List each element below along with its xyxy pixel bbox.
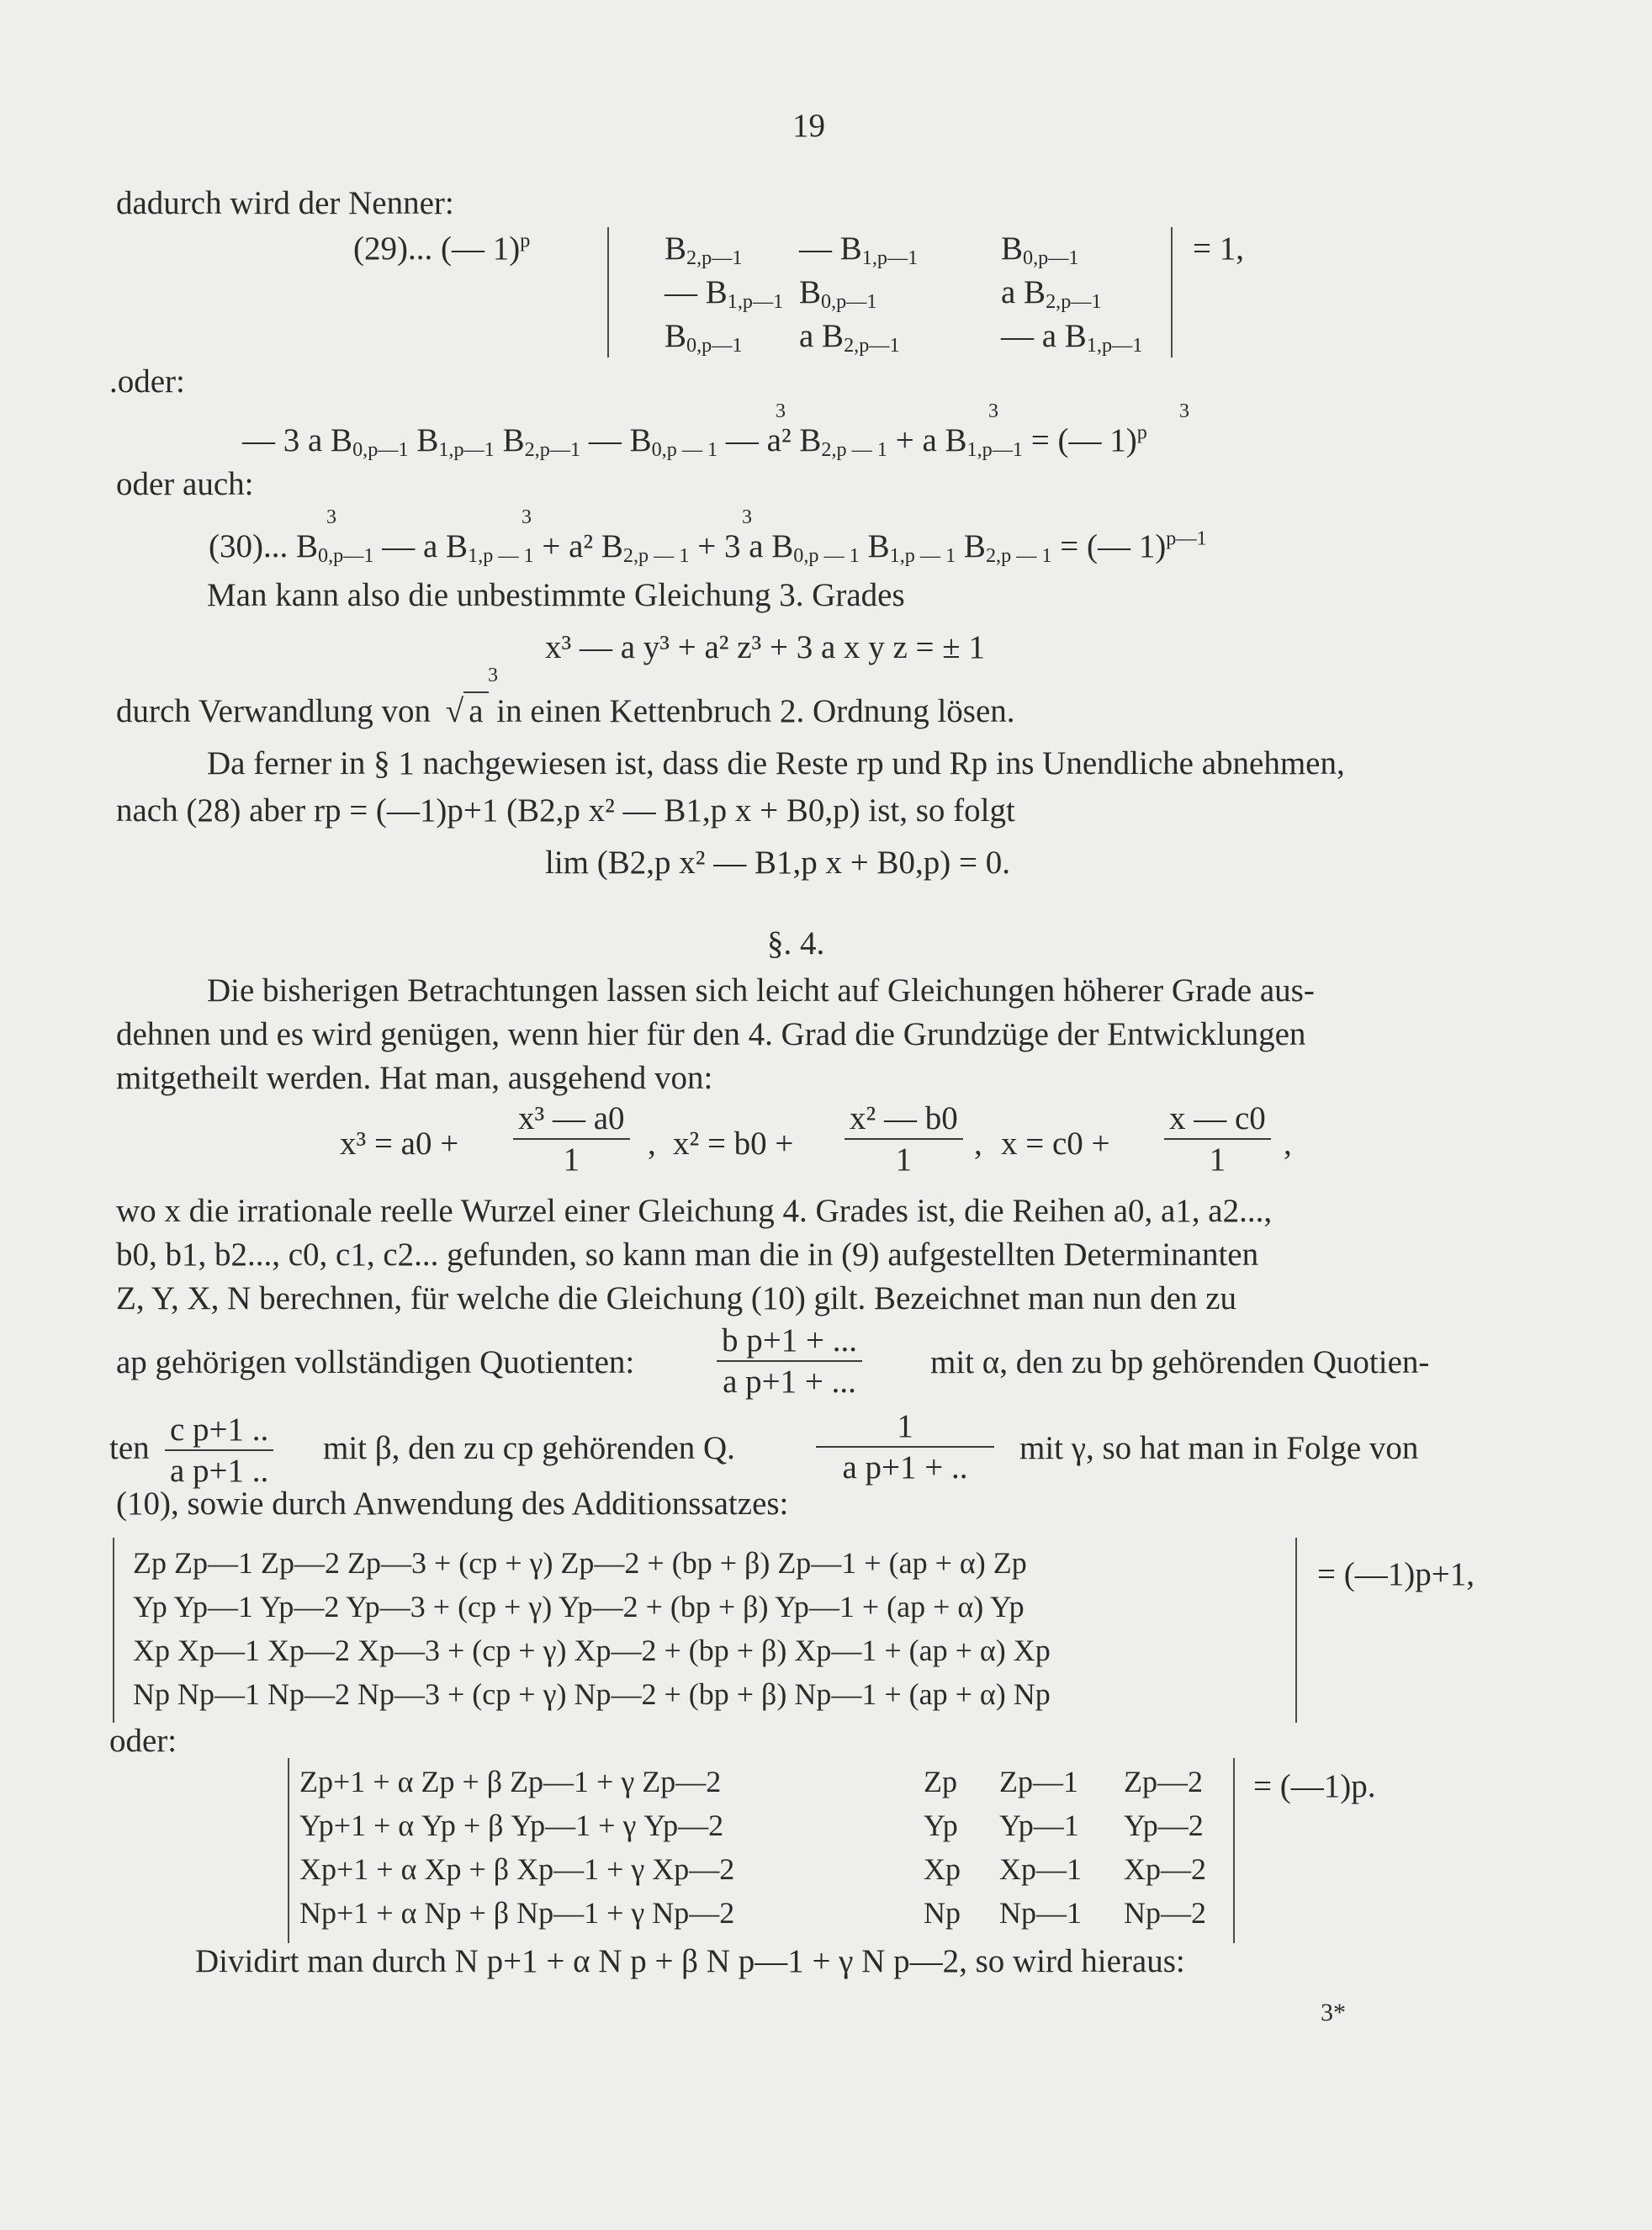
quotient-fraction-beta: $\frac{\text{c p+1 ..}}{\text{a p+1 ..}}$ <box>165 1413 273 1487</box>
section-heading: §. 4. <box>767 925 825 961</box>
radical-icon: √ <box>445 693 464 729</box>
det4b-cell: Xp—1 <box>999 1852 1082 1886</box>
det4b-cell: Xp <box>924 1852 961 1886</box>
eq29-left-bar <box>607 227 609 358</box>
text-die-3: mitgetheilt werden. Hat man, ausgehend von: <box>116 1060 713 1096</box>
eq29-cell: a $B_{2,p—1}$ <box>799 318 900 358</box>
det4b-cell: Np <box>924 1896 961 1930</box>
det4b-cell: Np—1 <box>999 1896 1082 1930</box>
det4b-cell: Np—2 <box>1124 1896 1206 1930</box>
det4b-cell: Xp—2 <box>1124 1852 1206 1886</box>
text-ten-b: mit β, den zu cp gehörenden Q. <box>323 1430 735 1466</box>
eq29-cell: — a $B_{1,p—1}$ <box>1001 318 1143 358</box>
overscript: 3 <box>522 506 532 528</box>
eq29-cell: — $B_{1,p—1}$ <box>665 274 784 314</box>
text-die-2: dehnen und es wird genügen, wenn hier für den 4. Grad die Grundzüge der Entwicklungen <box>116 1016 1306 1052</box>
eq29-right-bar <box>1171 227 1173 358</box>
eq-start-b-fraction: $\frac{\text{x² — b0}}{1}$ <box>845 1102 963 1176</box>
text-quot-a: ap gehörigen vollständigen Quotienten: <box>116 1344 635 1380</box>
det4-rhs: = (—1)p+1, <box>1317 1556 1475 1592</box>
det4-row: Yp Yp—1 Yp—2 Yp—3 + (cp + γ) Yp—2 + (bp + β) Yp—1 + (ap + α) Yp <box>133 1590 1025 1624</box>
overscript: 3 <box>326 506 336 528</box>
text-quot-b: mit α, den zu bp gehörenden Quotien- <box>930 1344 1430 1380</box>
eq29-rhs: = 1, <box>1193 230 1244 267</box>
equation-30: (30)... $B_{0,p—1}$ — a $B_{1,p — 1} + a^2$ $B_{2,p — 1} + 3$ a $B_{0,p — 1}$ $B_{1,p — 1}$ $B_{2,p — 1}$ = (— 1)$^{p—1}$ <box>209 527 1207 568</box>
det4b-cell: Xp+1 + α Xp + β Xp—1 + γ Xp—2 <box>299 1852 735 1886</box>
det4b-left-bar <box>288 1758 289 1943</box>
text-ten-c: mit γ, so hat man in Folge von <box>1019 1430 1419 1466</box>
det4b-right-bar <box>1233 1758 1235 1943</box>
eq-start-a-fraction: $\frac{\text{x³ — a0}}{1}$ <box>513 1102 630 1176</box>
det4-row: Zp Zp—1 Zp—2 Zp—3 + (cp + γ) Zp—2 + (bp + β) Zp—1 + (ap + α) Zp <box>133 1546 1027 1580</box>
eq29-cell: $B_{2,p—1}$ <box>665 230 743 270</box>
text-wo-2: b0, b1, b2..., c0, c1, c2... gefunden, so kann man die in (9) aufgestellten Determinanten <box>116 1237 1259 1273</box>
det4-right-bar <box>1295 1538 1297 1723</box>
text-line-nenner: dadurch wird der Nenner: <box>116 185 454 221</box>
equation-lim: lim (B2,p x² — B1,p x + B0,p) = 0. <box>545 845 1010 881</box>
overscript: 3 <box>776 400 786 422</box>
root-index: 3 <box>488 665 498 686</box>
det4b-cell: Np+1 + α Np + β Np—1 + γ Np—2 <box>299 1896 735 1930</box>
text-oder: .oder: <box>109 363 185 400</box>
page-number: 19 <box>792 108 825 144</box>
footer-mark: 3* <box>1321 1999 1346 2026</box>
text-ten-a: ten <box>109 1430 150 1466</box>
det4-row: Np Np—1 Np—2 Np—3 + (cp + γ) Np—2 + (bp + β) Np—1 + (ap + α) Np <box>133 1677 1051 1711</box>
text-wo-3: Z, Y, X, N berechnen, für welche die Gleichung (10) gilt. Bezeichnet man nun den zu <box>116 1280 1237 1316</box>
det4b-cell: Zp+1 + α Zp + β Zp—1 + γ Zp—2 <box>299 1765 722 1798</box>
det4b-cell: Zp—1 <box>999 1765 1078 1798</box>
eq29-cell: — $B_{1,p—1}$ <box>799 230 919 270</box>
text-wo-1: wo x die irrationale reelle Wurzel einer Gleichung 4. Grades ist, die Reihen a0, a1, a2..., <box>116 1193 1273 1229</box>
eq29-cell: a $B_{2,p—1}$ <box>1001 274 1102 314</box>
text-additions: (10), sowie durch Anwendung des Additionssatzes: <box>116 1486 789 1522</box>
eq29-cell: $B_{0,p—1}$ <box>665 318 743 358</box>
text-verwandlung: durch Verwandlung von √ a in einen Kettenbruch 2. Ordnung lösen. <box>116 693 1015 729</box>
det4b-cell: Yp—1 <box>999 1809 1079 1842</box>
det4b-cell: Zp—2 <box>1124 1765 1203 1798</box>
eq29-cell: $B_{0,p—1}$ <box>799 274 877 314</box>
text-dividirt: Dividirt man durch N p+1 + α N p + β N p—1 + γ N p—2, so wird hieraus: <box>195 1943 1185 1979</box>
equation-expanded: — 3 a $B_{0,p—1}$ $B_{1,p—1}$ $B_{2,p—1}$ — $B_{0,p — 1}$ — a² $B_{2,p — 1} + a$ $B_{1,p—1}$ = (— 1)$^p$ <box>242 421 1147 462</box>
det4b-cell: Zp <box>924 1765 957 1798</box>
eq29-cell: $B_{0,p—1}$ <box>1001 230 1079 270</box>
eq-start-c-fraction: $\frac{x — c0}{1}$ <box>1164 1102 1271 1176</box>
overscript: 3 <box>742 506 752 528</box>
text-da-ferner-2: nach (28) aber rp = (—1)p+1 (B2,p x² — B1,p x + B0,p) ist, so folgt <box>116 792 1015 829</box>
text-man-kann: Man kann also die unbestimmte Gleichung 3. Grades <box>207 577 905 613</box>
det4b-cell: Yp—2 <box>1124 1809 1204 1842</box>
det4b-cell: Yp <box>924 1809 958 1842</box>
eq-start-c-lhs: x = c0 + <box>1001 1126 1110 1162</box>
eq29-prefix: (29)... (— 1)$^p$ <box>353 229 531 267</box>
det4-row: Xp Xp—1 Xp—2 Xp—3 + (cp + γ) Xp—2 + (bp + β) Xp—1 + (ap + α) Xp <box>133 1634 1051 1667</box>
eq-start-a-lhs: x³ = a0 + <box>340 1126 459 1162</box>
overscript: 3 <box>988 400 998 422</box>
quotient-fraction-gamma: $\frac{1}{\text{a p+1 + ..}}$ <box>816 1410 994 1484</box>
det4-left-bar <box>113 1538 114 1723</box>
text-oder-2: oder: <box>109 1723 177 1759</box>
text-da-ferner-1: Da ferner in § 1 nachgewiesen ist, dass die Reste rp und Rp ins Unendliche abnehmen, <box>207 745 1345 781</box>
text-oder-auch: oder auch: <box>116 466 254 502</box>
det4b-cell: Yp+1 + α Yp + β Yp—1 + γ Yp—2 <box>299 1809 724 1842</box>
equation-cubic: x³ — a y³ + a² z³ + 3 a x y z = ± 1 <box>545 629 985 665</box>
text-die-1: Die bisherigen Betrachtungen lassen sich leicht auf Gleichungen höherer Grade aus- <box>207 972 1315 1009</box>
quotient-fraction-alpha: $\frac{\text{b p+1 + ...}}{\text{a p+1 + ...}}$ <box>717 1324 862 1398</box>
overscript: 3 <box>1179 400 1189 422</box>
eq-start-b-lhs: x² = b0 + <box>673 1126 794 1162</box>
det4b-rhs: = (—1)p. <box>1253 1768 1376 1804</box>
